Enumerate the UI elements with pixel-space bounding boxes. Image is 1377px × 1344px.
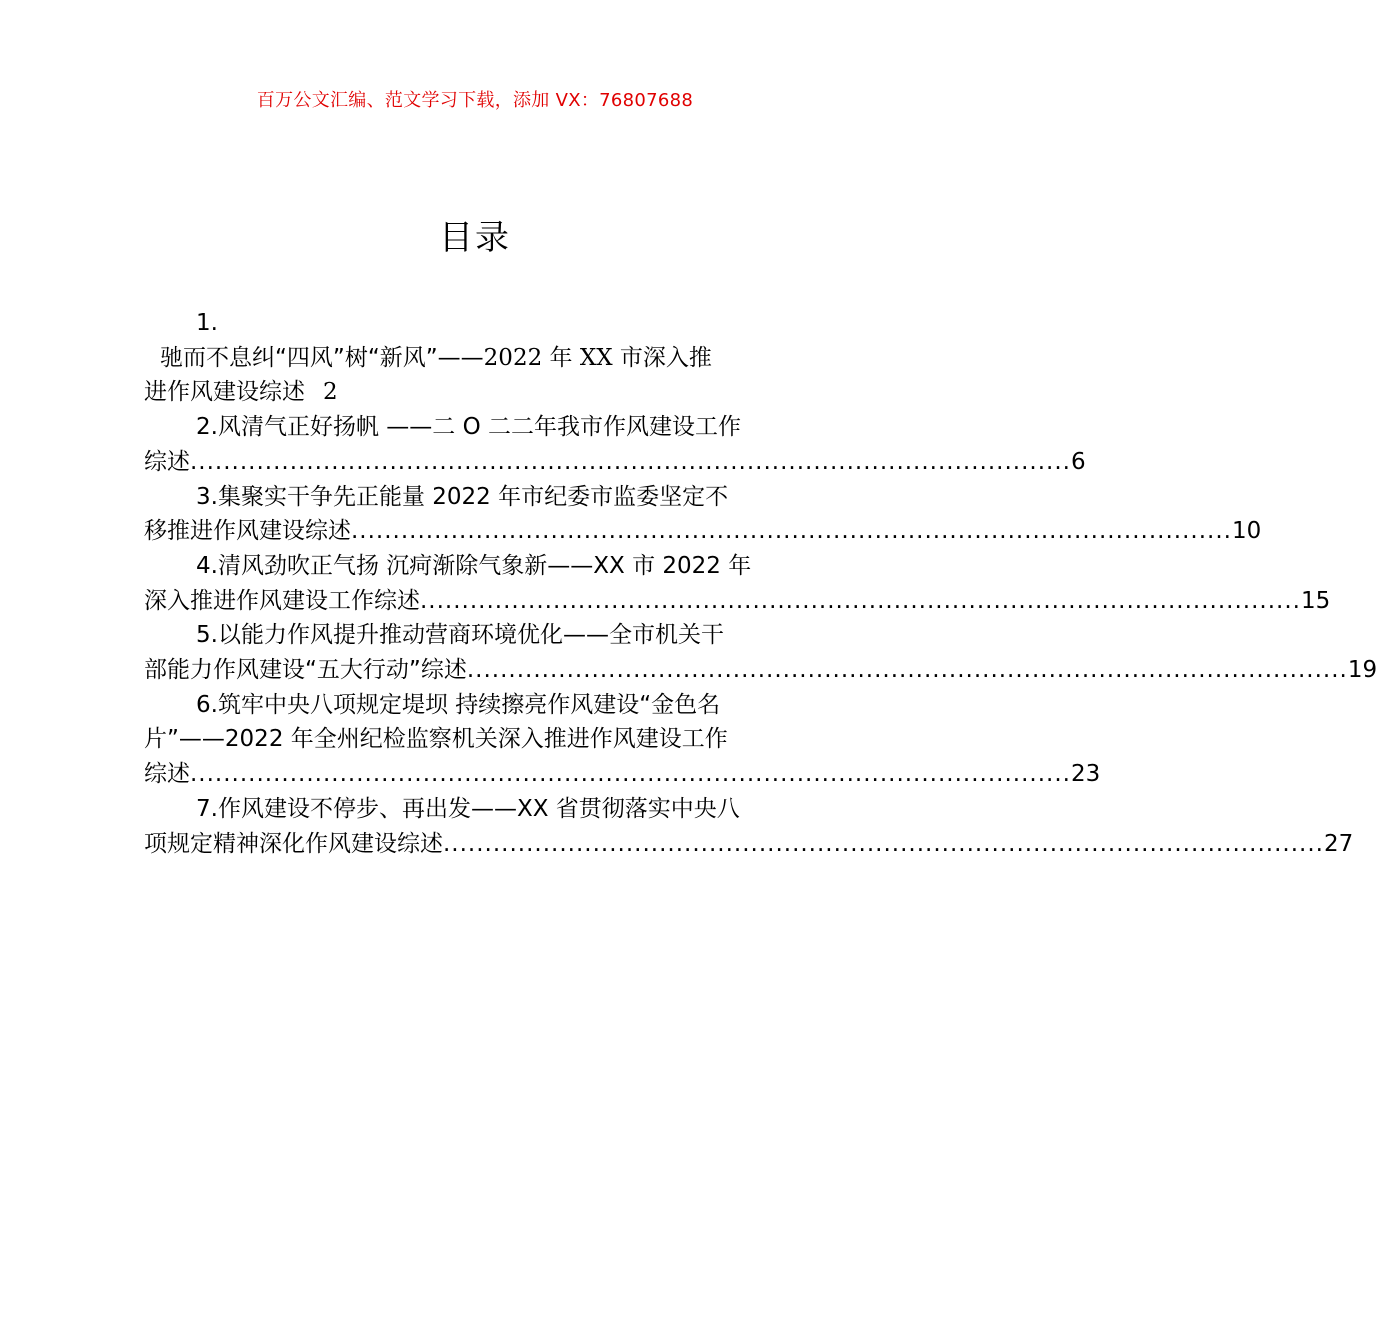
toc-entry-3-title-line2: 移推进作风建设综述 .......................................................................................................... 10	[144, 514, 808, 549]
toc-entry-7-title-line1: 7.作风建设不停步、再出发——XX 省贯彻落实中央八	[196, 795, 740, 822]
toc-entry-4-title-line2: 深入推进作风建设工作综述 .......................................................................................................... 15	[144, 584, 808, 619]
toc-entry-6-page: 23	[1070, 761, 1101, 788]
toc-entry-4-title-line1: 4.清风劲吹正气扬 沉疴渐除气象新——XX 市 2022 年	[196, 552, 752, 579]
dot-leader: ..........................................................................................................	[466, 657, 1348, 684]
toc-entry-2-title-line1: 2.风清气正好扬帆 ——二 O 二二年我市作风建设工作	[196, 414, 741, 441]
toc-entry-3-title-line1: 3.集聚实干争先正能量 2022 年市纪委市监委坚定不	[196, 483, 729, 510]
table-of-contents	[144, 306, 1377, 861]
toc-entry-2[interactable]	[144, 410, 1086, 479]
toc-entry-6-title-line2: 片”——2022 年全州纪检监察机关深入推进作风建设工作	[144, 726, 728, 753]
toc-entry-5-title-line1: 5.以能力作风提升推动营商环境优化——全市机关干	[196, 622, 724, 649]
toc-entry-5[interactable]	[144, 618, 1377, 687]
toc-entry-6-title-line3: 综述 .......................................................................................................... 23	[144, 757, 808, 792]
toc-entry-1[interactable]	[144, 306, 808, 410]
dot-leader: ..........................................................................................................	[190, 761, 1071, 788]
toc-entry-6[interactable]	[144, 688, 1101, 792]
header-note: 百万公文汇编、范文学习下载，添加 VX：76807688	[256, 90, 694, 111]
dot-leader: ..........................................................................................................	[351, 518, 1232, 545]
toc-entry-7[interactable]	[144, 792, 1354, 861]
dot-leader: ..........................................................................................................	[190, 448, 1071, 475]
toc-entry-4-page: 15	[1300, 587, 1331, 614]
toc-entry-6-title-line1: 6.筑牢中央八项规定堤坝 持续擦亮作风建设“金色名	[196, 691, 721, 718]
toc-entry-2-page: 6	[1070, 448, 1086, 475]
toc-entry-3[interactable]	[144, 480, 1262, 549]
toc-entry-1-page: 2	[323, 379, 338, 406]
toc-entry-4[interactable]	[144, 549, 1331, 618]
toc-entry-1-number: 1.	[196, 310, 218, 336]
toc-entry-7-page: 27	[1323, 830, 1354, 857]
toc-entry-5-page: 19	[1347, 657, 1377, 684]
dot-leader: ..........................................................................................................	[443, 830, 1324, 857]
toc-entry-2-title-line2: 综述 .......................................................................................................... 6	[144, 445, 808, 480]
toc-entry-3-page: 10	[1231, 518, 1262, 545]
toc-entry-7-title-line2: 项规定精神深化作风建设综述 .......................................................................................................... 27	[144, 827, 808, 862]
toc-title: 目录	[439, 218, 511, 258]
toc-entry-1-title-line2: 进作风建设综述 2	[144, 379, 338, 406]
toc-entry-1-title-line1: 驰而不息纠“四风”树“新风”——2022 年 XX 市深入推	[160, 344, 712, 371]
toc-entry-5-title-line2: 部能力作风建设“五大行动”综述 .......................................................................................................... 19	[144, 653, 808, 688]
dot-leader: ..........................................................................................................	[420, 587, 1301, 614]
